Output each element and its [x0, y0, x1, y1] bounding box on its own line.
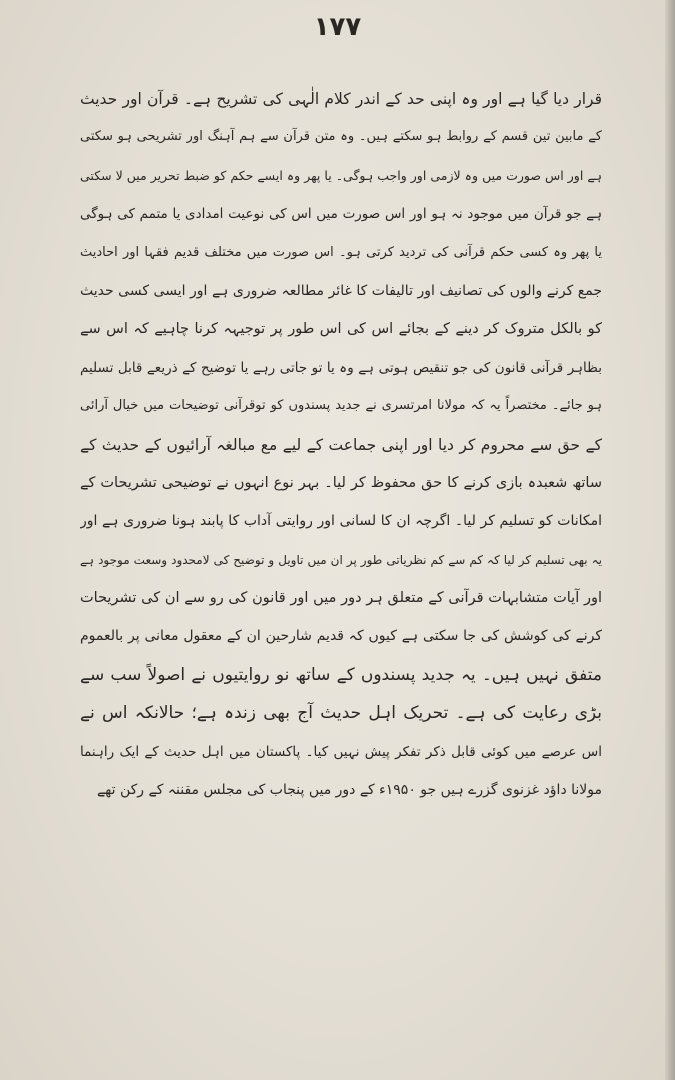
body-text	[80, 80, 602, 809]
text-line: ہو جائے۔ مختصراً یہ کہ مولانا امرتسری نے جدید پسندوں کو توقرآنی توضیحات میں خیال آرائی	[80, 398, 602, 414]
text-line: متفق نہیں ہیں۔ یہ جدید پسندوں کے ساتھ نو روایتیوں نے اصولاً سب سے	[80, 664, 602, 685]
text-line: جمع کرنے والوں کی تصانیف اور تالیفات کا غائر مطالعہ ضروری ہے اور ایسی کسی حدیث	[80, 282, 602, 299]
text-line: ہے جو قرآن میں موجود نہ ہو اور اس صورت میں اس کی نوعیت امدادی یا متمم کی ہوگی	[80, 206, 602, 223]
text-line: یا پھر وہ کسی حکم قرآنی کی تردید کرتی ہو۔ اس صورت میں مختلف قدیم فقہا اور احادیث	[80, 244, 602, 260]
text-line: قرار دیا گیا ہے اور وہ اپنی حد کے اندر کلام الٰہی کی تشریح ہے۔ قرآن اور حدیث	[80, 90, 602, 108]
text-line: کے مابین تین قسم کے روابط ہو سکتے ہیں۔ وہ متن قرآن سے ہم آہنگ اور تشریحی ہو سکتی	[80, 129, 602, 145]
text-line: بظاہر قرآنی قانون کی جو تنقیص ہوتی ہے وہ یا تو جاتی رہے یا توضیح کے ذریعے قابل تسلیم	[80, 359, 602, 376]
text-line: کرنے کی کوشش کی جا سکتی ہے کیوں کہ قدیم شارحین ان کے معقول معانی پر بالعموم	[80, 628, 602, 645]
text-line: مولانا داؤد غزنوی گزرے ہیں جو ۱۹۵۰ء کے دور میں پنجاب کی مجلس مقننہ کے رکن تھے	[96, 782, 602, 799]
text-line: ہے اور اس صورت میں وہ لازمی اور واجب ہوگی۔ یا پھر وہ ایسے حکم کو ضبط تحریر میں لا سکتی	[80, 167, 602, 183]
text-line: اس عرصے میں کوئی قابل ذکر تفکر پیش نہیں کیا۔ پاکستان میں اہل حدیث کے ایک راہنما	[80, 743, 602, 760]
text-line: اور آیات متشابہات قرآنی کے متعلق ہر دور میں اور قانون کی رو سے ان کی تشریحات	[80, 590, 602, 607]
text-line: کے حق سے محروم کر دیا اور اپنی جماعت کے لیے مع مبالغہ آرائیوں کے حدیث کے	[80, 435, 602, 454]
text-line: یہ بھی تسلیم کر لیا کہ کم سے کم نظریاتی طور پر ان میں تاویل و توضیح کی لامحدود وسعت موجود ہے	[80, 552, 602, 567]
text-line: کو بالکل متروک کر دینے کے بجائے اس کی اس طور پر توجیہہ کرنا چاہیے کہ اس سے	[80, 321, 602, 338]
page-edge-shadow	[665, 0, 675, 1080]
text-line: امکانات کو تسلیم کر لیا۔ اگرچہ ان کا لسانی اور روایتی آداب کا پابند ہونا ضروری ہے اور	[80, 513, 602, 530]
text-line: بڑی رعایت کی ہے۔ تحریک اہل حدیث آج بھی زندہ ہے؛ حالانکہ اس نے	[80, 703, 602, 724]
page-number: ١٧٧	[313, 12, 362, 42]
text-line: ساتھ شعبدہ بازی کرنے کا حق محفوظ کر لیا۔ بہر نوع انہوں نے توضیحی تشریحات کے	[80, 474, 602, 491]
